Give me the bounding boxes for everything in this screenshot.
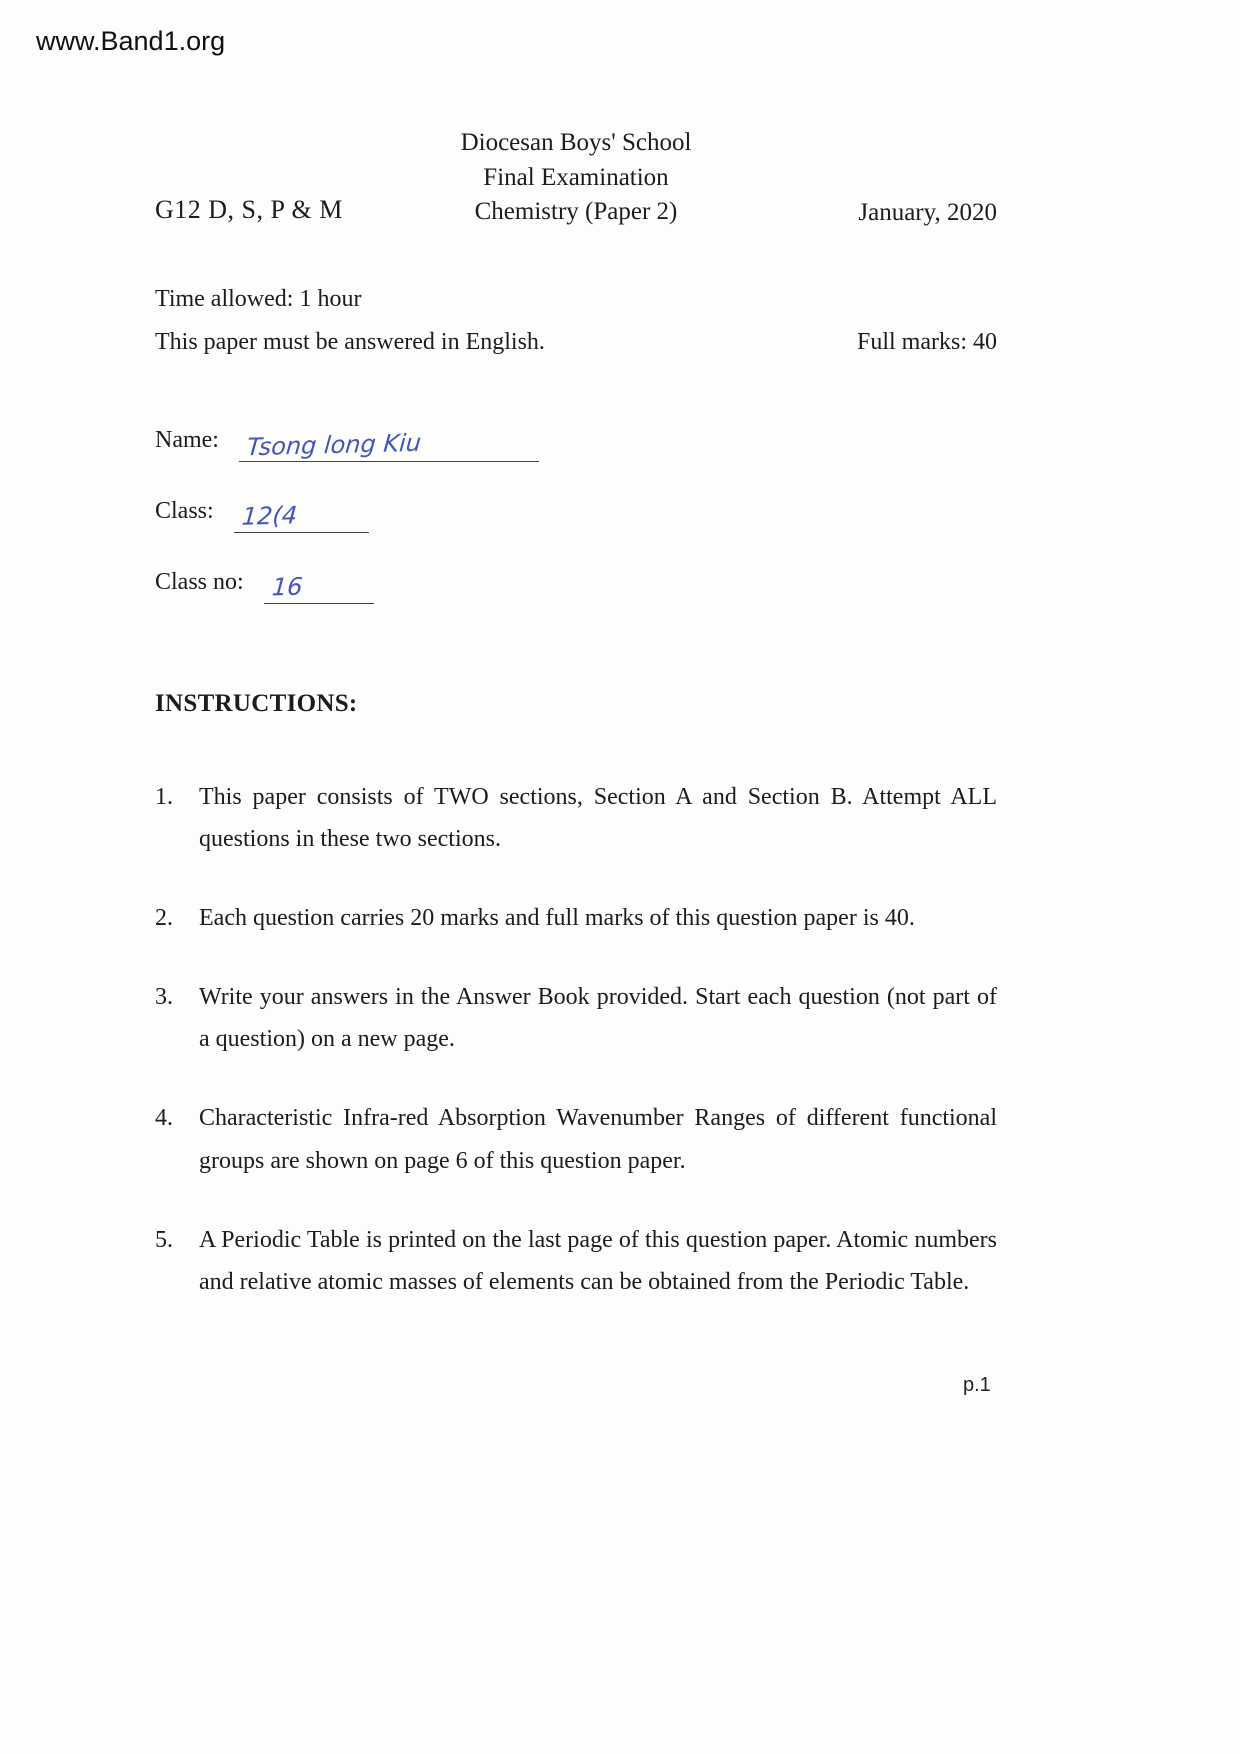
instruction-item-4 [155,1097,997,1182]
name-field [155,418,997,462]
time-allowed: Time allowed: 1 hour [155,285,362,312]
instruction-item-1 [155,776,997,861]
instruction-text: Write your answers in the Answer Book provided. Start each question (not part of a question) on a new page. [199,983,997,1053]
instruction-number: 1. [155,783,173,810]
site-watermark: www.Band1.org [36,26,226,56]
class-no-label: Class no: [155,568,244,595]
instruction-item-5 [155,1219,997,1304]
class-no-write-line [264,563,374,604]
instruction-text: Characteristic Infra-red Absorption Wavenumber Ranges of different functional groups are shown on page 6 of this question paper. [199,1105,997,1174]
class-field [155,489,997,533]
instruction-number: 3. [155,983,173,1010]
meta-block [155,286,997,356]
name-label: Name: [155,426,219,453]
class-label: Class: [155,497,214,524]
instruction-number: 5. [155,1226,173,1253]
class-write-line [234,492,369,533]
instruction-text: A Periodic Table is printed on the last page of this question paper. Atomic numbers and relative atomic masses of elements can be obtained from the Periodic Table. [199,1226,997,1296]
name-handwritten-value: Tsong long Kiu [245,428,423,461]
class-handwritten-value: 12(4 [240,500,298,531]
student-info [155,418,997,604]
language-note: This paper must be answered in English. [155,328,545,355]
class-no-field [155,560,997,604]
name-write-line [239,421,539,462]
exam-date: January, 2020 [858,199,997,226]
instruction-item-2 [155,897,997,940]
instructions-title: INSTRUCTIONS: [155,689,358,717]
instruction-text: Each question carries 20 marks and full marks of this question paper is 40. [199,904,915,931]
page-content [155,126,997,1340]
exam-header [155,126,997,230]
instruction-item-3 [155,976,997,1061]
instruction-text: This paper consists of TWO sections, Section A and Section B. Attempt ALL questions in these two sections. [199,783,997,853]
page-number: p.1 [963,1374,991,1396]
full-marks: Full marks: 40 [856,328,997,355]
subject-title: Chemistry (Paper 2) [474,198,678,225]
instruction-number: 2. [155,904,173,931]
school-name: Diocesan Boys' School [460,129,692,156]
instruction-number: 4. [155,1105,173,1132]
class-no-handwritten-value: 16 [270,572,304,601]
exam-title: Final Examination [483,163,669,191]
instructions-list [155,776,997,1304]
class-group: G12 D, S, P & M [155,195,343,224]
